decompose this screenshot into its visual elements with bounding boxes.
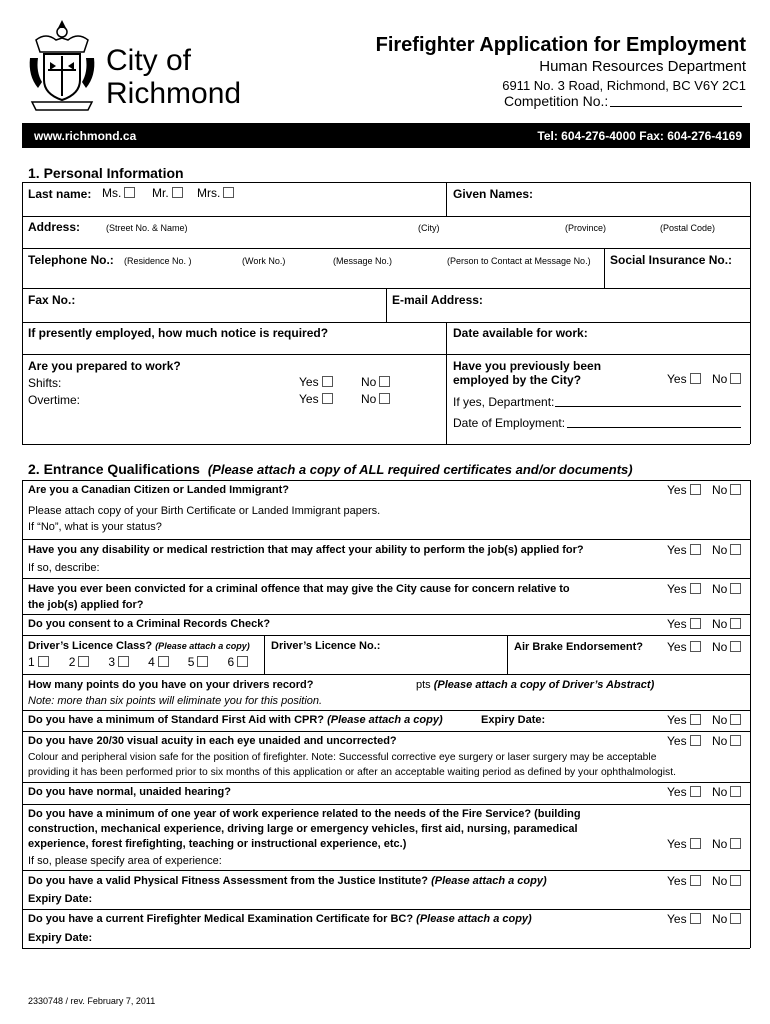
licence-no-label: Driver’s Licence No.: [271, 640, 381, 652]
shifts-no[interactable]: No [361, 375, 390, 389]
class-6[interactable]: 6 [227, 655, 248, 669]
class-4-checkbox[interactable] [158, 656, 169, 667]
consent-no-checkbox[interactable] [730, 618, 741, 629]
disability-yes[interactable]: Yes [667, 543, 701, 557]
experience-question-3: experience, forest firefighting, teaching or instructional experience, etc.) [28, 838, 407, 850]
overtime-no-checkbox[interactable] [379, 393, 390, 404]
air-brake-yes[interactable]: Yes [667, 640, 701, 654]
mr-label: Mr. [152, 186, 169, 200]
class-2-checkbox[interactable] [78, 656, 89, 667]
visual-no-checkbox[interactable] [730, 735, 741, 746]
visual-no[interactable]: No [712, 734, 741, 748]
class-1-checkbox[interactable] [38, 656, 49, 667]
competition-label: Competition No.: [504, 93, 609, 109]
class-3-checkbox[interactable] [118, 656, 129, 667]
experience-yes[interactable]: Yes [667, 837, 701, 851]
overtime-yes-checkbox[interactable] [322, 393, 333, 404]
if-so-describe: If so, describe: [28, 562, 100, 574]
fitness-yes[interactable]: Yes [667, 874, 701, 888]
prepared-label: Are you prepared to work? [28, 359, 181, 373]
notice-label: If presently employed, how much notice is required? [28, 326, 329, 340]
fitness-yes-checkbox[interactable] [690, 875, 701, 886]
citizen-yes[interactable]: Yes [667, 483, 701, 497]
first-aid-yes[interactable]: Yes [667, 713, 701, 727]
street-hint: (Street No. & Name) [106, 223, 188, 233]
mr-option[interactable] [152, 186, 183, 200]
department-address: 6911 No. 3 Road, Richmond, BC V6Y 2C1 [502, 78, 746, 93]
consent-yes-checkbox[interactable] [690, 618, 701, 629]
if-no-status: If “No”, what is your status? [28, 521, 162, 533]
consent-yes[interactable]: Yes [667, 617, 701, 631]
city-name-line1: City of [106, 44, 192, 77]
city-hint: (City) [418, 223, 440, 233]
hearing-yes-checkbox[interactable] [690, 786, 701, 797]
air-brake-no[interactable]: No [712, 640, 741, 654]
contact-bar [22, 123, 750, 148]
air-brake-yes-checkbox[interactable] [690, 641, 701, 652]
first-aid-no-checkbox[interactable] [730, 714, 741, 725]
overtime-label: Overtime: [28, 393, 81, 407]
hearing-yes[interactable]: Yes [667, 785, 701, 799]
licence-class-label: Driver’s Licence Class? (Please attach a copy) [28, 640, 250, 652]
disability-yes-checkbox[interactable] [690, 544, 701, 555]
class-3[interactable]: 3 [108, 655, 129, 669]
air-brake-no-checkbox[interactable] [730, 641, 741, 652]
visual-question: Do you have 20/30 visual acuity in each eye unaided and uncorrected? [28, 735, 397, 747]
citizen-no[interactable]: No [712, 483, 741, 497]
given-names-label: Given Names: [453, 187, 534, 201]
attach-birth-note: Please attach copy of your Birth Certificate or Landed Immigrant papers. [28, 505, 381, 517]
competition-field[interactable] [610, 106, 742, 107]
medical-yes-checkbox[interactable] [690, 913, 701, 924]
convicted-yes-checkbox[interactable] [690, 583, 701, 594]
city-name-line2: Richmond [106, 77, 242, 110]
ms-checkbox[interactable] [124, 187, 135, 198]
hearing-no[interactable]: No [712, 785, 741, 799]
fitness-no-checkbox[interactable] [730, 875, 741, 886]
coat-of-arms-icon [26, 18, 98, 116]
contact-numbers: Tel: 604-276-4000 Fax: 604-276-4169 [537, 129, 742, 143]
citizen-no-checkbox[interactable] [730, 484, 741, 495]
ms-option[interactable] [102, 186, 135, 200]
convicted-yes[interactable]: Yes [667, 582, 701, 596]
visual-yes-checkbox[interactable] [690, 735, 701, 746]
points-note: Note: more than six points will eliminate you for this position. [28, 695, 323, 707]
disability-no-checkbox[interactable] [730, 544, 741, 555]
visual-yes[interactable]: Yes [667, 734, 701, 748]
date-employment-label: Date of Employment: [453, 416, 566, 430]
mrs-option[interactable] [197, 186, 234, 200]
first-aid-question: Do you have a minimum of Standard First Aid with CPR? (Please attach a copy) [28, 714, 443, 726]
licence-class-options [28, 655, 248, 669]
overtime-yes[interactable]: Yes [299, 392, 333, 406]
first-aid-no[interactable]: No [712, 713, 741, 727]
section1-title: 1. Personal Information [28, 165, 184, 181]
colour-note-1: Colour and peripheral vision safe for the position of firefighter. Note: Successful corrective eye surgery or laser surgery may be acceptable [28, 752, 657, 763]
medical-no[interactable]: No [712, 912, 741, 926]
medical-expiry-label: Expiry Date: [28, 932, 93, 944]
experience-question-1: Do you have a minimum of one year of work experience related to the needs of the Fire Service? (building [28, 808, 581, 820]
disability-no[interactable]: No [712, 543, 741, 557]
fitness-question: Do you have a valid Physical Fitness Assessment from the Justice Institute? (Please attach a copy) [28, 875, 547, 887]
postal-hint: (Postal Code) [660, 223, 716, 233]
shifts-yes[interactable]: Yes [299, 375, 333, 389]
hearing-question: Do you have normal, unaided hearing? [28, 786, 231, 798]
class-1[interactable]: 1 [28, 655, 49, 669]
shifts-no-checkbox[interactable] [379, 376, 390, 387]
class-5[interactable]: 5 [188, 655, 209, 669]
experience-question-2: construction, mechanical experience, driving large or emergency vehicles, first aid, nursing, paramedical [28, 823, 578, 835]
experience-no[interactable]: No [712, 837, 741, 851]
shifts-label: Shifts: [28, 376, 62, 390]
citizen-question: Are you a Canadian Citizen or Landed Immigrant? [28, 484, 289, 496]
city-logo [26, 18, 98, 116]
citizen-yes-checkbox[interactable] [690, 484, 701, 495]
date-employment-field[interactable] [567, 427, 741, 428]
fax-label: Fax No.: [28, 293, 76, 307]
experience-no-checkbox[interactable] [730, 838, 741, 849]
points-unit: pts (Please attach a copy of Driver’s Abstract) [416, 679, 655, 691]
mr-checkbox[interactable] [172, 187, 183, 198]
convicted-no-checkbox[interactable] [730, 583, 741, 594]
message-hint: (Message No.) [333, 256, 393, 266]
person-hint: (Person to Contact at Message No.) [447, 256, 591, 266]
prev-employed-yes[interactable]: Yes [667, 372, 701, 386]
overtime-no[interactable]: No [361, 392, 390, 406]
section2-title [28, 461, 633, 477]
air-brake-label: Air Brake Endorsement? [514, 641, 643, 653]
convicted-question-2: the job(s) applied for? [28, 599, 144, 611]
footer-revision: 2330748 / rev. February 7, 2011 [28, 996, 156, 1006]
prev-employed-yes-checkbox[interactable] [690, 373, 701, 384]
first-aid-yes-checkbox[interactable] [690, 714, 701, 725]
if-yes-dept-label: If yes, Department: [453, 395, 555, 409]
residence-hint: (Residence No. ) [124, 256, 192, 266]
consent-no[interactable]: No [712, 617, 741, 631]
department-field[interactable] [555, 406, 741, 407]
fitness-no[interactable]: No [712, 874, 741, 888]
section2-title-text: 2. Entrance Qualifications [28, 461, 200, 477]
class-6-checkbox[interactable] [237, 656, 248, 667]
prev-employed-label-2: employed by the City? [453, 373, 582, 387]
prev-employed-no-checkbox[interactable] [730, 373, 741, 384]
sin-label: Social Insurance No.: [610, 253, 733, 267]
class-4[interactable]: 4 [148, 655, 169, 669]
mrs-label: Mrs. [197, 186, 221, 200]
mrs-checkbox[interactable] [223, 187, 234, 198]
medical-no-checkbox[interactable] [730, 913, 741, 924]
first-aid-expiry-label: Expiry Date: [481, 714, 546, 726]
date-available-label: Date available for work: [453, 326, 588, 340]
work-hint: (Work No.) [242, 256, 286, 266]
consent-question: Do you consent to a Criminal Records Check? [28, 618, 271, 630]
department: Human Resources Department [539, 58, 746, 75]
website-link[interactable]: www.richmond.ca [34, 129, 137, 143]
telephone-label: Telephone No.: [28, 253, 114, 267]
fitness-expiry-label: Expiry Date: [28, 893, 93, 905]
experience-yes-checkbox[interactable] [690, 838, 701, 849]
medical-yes[interactable]: Yes [667, 912, 701, 926]
ms-label: Ms. [102, 186, 122, 200]
medical-question: Do you have a current Firefighter Medical Examination Certificate for BC? (Please attach a copy) [28, 913, 532, 925]
page-title: Firefighter Application for Employment [375, 34, 746, 56]
address-label: Address: [28, 220, 81, 234]
convicted-question-1: Have you ever been convicted for a criminal offence that may give the City cause for concern relative to [28, 583, 570, 595]
last-name-label: Last name: [28, 187, 92, 201]
hearing-no-checkbox[interactable] [730, 786, 741, 797]
email-label: E-mail Address: [392, 293, 483, 307]
section2-title-note: (Please attach a copy of ALL required certificates and/or documents) [207, 462, 633, 477]
prev-employed-label-1: Have you previously been [453, 359, 602, 373]
convicted-no[interactable]: No [712, 582, 741, 596]
class-2[interactable]: 2 [69, 655, 90, 669]
prev-employed-no[interactable]: No [712, 372, 741, 386]
if-so-specify: If so, please specify area of experience: [28, 855, 222, 867]
colour-note-2: providing it has been performed prior to six months of this application or after an acceptable waiting period as defined by your ophthalmologist. [28, 767, 676, 778]
province-hint: (Province) [565, 223, 607, 233]
disability-question: Have you any disability or medical restriction that may affect your ability to perform the job(s) applied for? [28, 544, 584, 556]
shifts-yes-checkbox[interactable] [322, 376, 333, 387]
points-question: How many points do you have on your drivers record? [28, 679, 314, 691]
class-5-checkbox[interactable] [197, 656, 208, 667]
